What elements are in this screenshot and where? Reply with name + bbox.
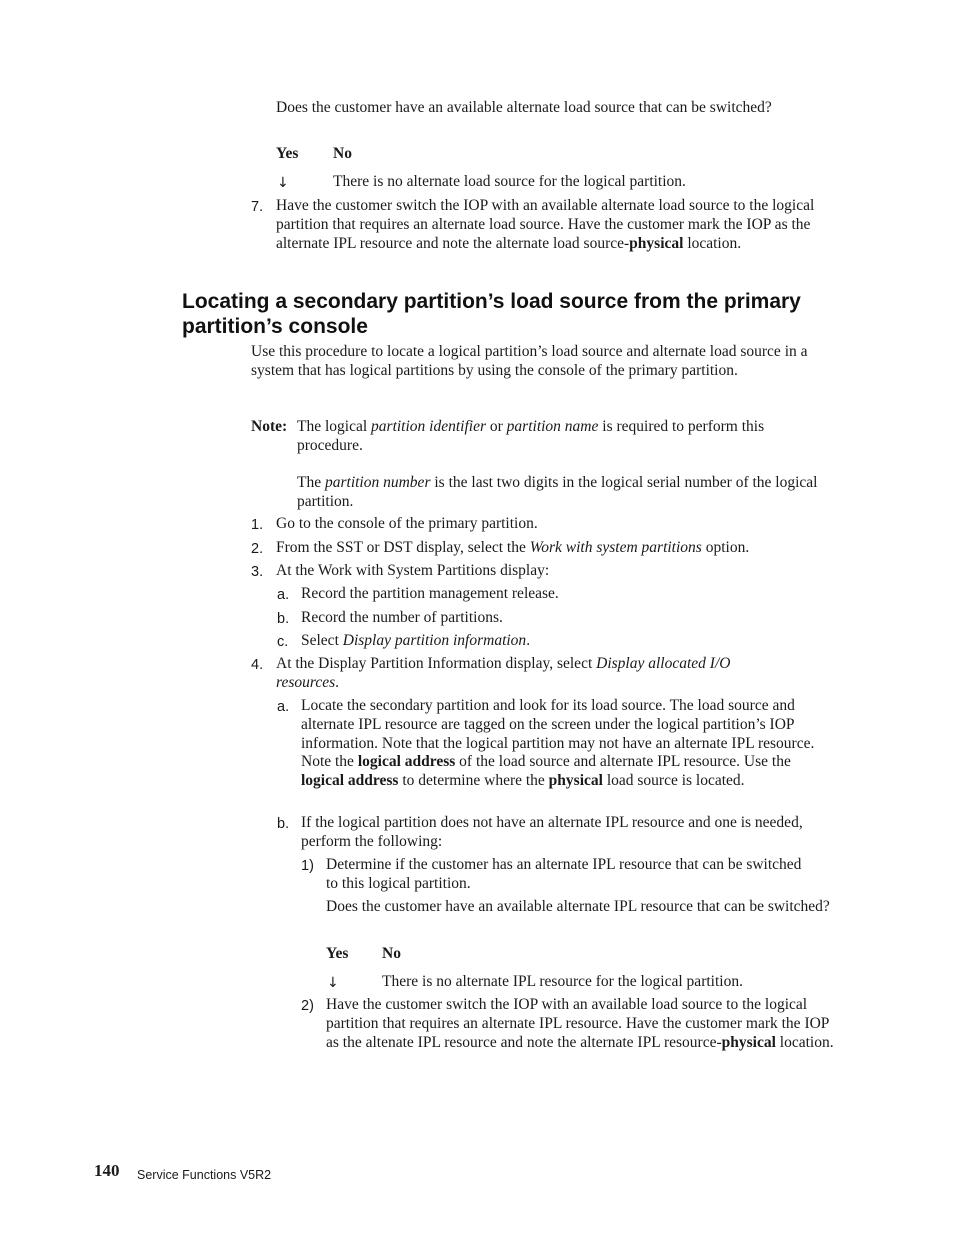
substep-yes-label: Yes — [326, 945, 349, 962]
note-text-2: The partition number is the last two digits in the logical serial number of the logical partition. — [297, 474, 818, 510]
no-label: No — [333, 145, 352, 162]
step-3c-text: Select Display partition information. — [301, 632, 531, 649]
substep-1-number: 1) — [301, 858, 314, 874]
step-3-text: At the Work with System Partitions display: — [276, 562, 550, 579]
step-1-text: Go to the console of the primary partition. — [276, 515, 538, 532]
step-7-number: 7. — [251, 199, 264, 215]
step-1-number: 1. — [251, 517, 264, 533]
section-heading: Locating a secondary partition’s load source from the primary partition’s console — [182, 290, 801, 338]
yes-label: Yes — [276, 145, 299, 162]
step-7-text: Have the customer switch the IOP with an available alternate load source to the logical partition that requires an alternate load source. Have the customer mark the IOP as the alternate IPL resource and note the alternate load source-physical location. — [276, 197, 815, 252]
note-label: Note: — [251, 418, 288, 435]
substep-1-text: Determine if the customer has an alternate IPL resource that can be switched to this logical partition. — [326, 856, 802, 892]
step-3c-letter: c. — [277, 634, 289, 650]
substep-2-text: Have the customer switch the IOP with an available load source to the logical partition that requires an alternate IPL resource. Have the customer mark the IOP as the altenate IPL resource and note the alternate IPL resource-physical location. — [326, 996, 834, 1051]
step-3b-letter: b. — [277, 611, 290, 627]
step-2-text: From the SST or DST display, select the Work with system partitions option. — [276, 539, 750, 556]
step-3a-letter: a. — [277, 587, 290, 603]
step-3b-text: Record the number of partitions. — [301, 609, 503, 626]
substep-no-label: No — [382, 945, 401, 962]
step-4a-text: Locate the secondary partition and look for its load source. The load source and alternate IPL resource are tagged on the screen under the logical partition’s IOP information. Note that the logical partition may not have an alternate IPL resource. Note the logical address of the load source and alternate IPL resource. Use the logical address to determine where the physical load source is located. — [301, 697, 815, 790]
step-2-number: 2. — [251, 541, 264, 557]
substep-no-answer: There is no alternate IPL resource for the logical partition. — [382, 973, 743, 990]
section-intro: Use this procedure to locate a logical partition’s load source and alternate load source in a system that has logical partitions by using the console of the primary partition. — [251, 343, 808, 379]
footer-title: Service Functions V5R2 — [137, 1168, 272, 1182]
step-4a-letter: a. — [277, 699, 290, 715]
no-answer: There is no alternate load source for the logical partition. — [333, 173, 686, 190]
step-4-text: At the Display Partition Information display, select Display allocated I/O resources. — [276, 655, 731, 691]
step-4b-letter: b. — [277, 816, 290, 832]
down-arrow-icon: ↓ — [277, 175, 289, 191]
step-4b-text: If the logical partition does not have an alternate IPL resource and one is needed, perform the following: — [301, 814, 803, 850]
step-3-number: 3. — [251, 564, 264, 580]
substep-down-arrow-icon: ↓ — [327, 975, 339, 991]
substep-2-number: 2) — [301, 998, 314, 1014]
top-question: Does the customer have an available alternate load source that can be switched? — [276, 99, 772, 116]
page-number: 140 — [94, 1161, 120, 1180]
step-3a-text: Record the partition management release. — [301, 585, 559, 602]
note-text: The logical partition identifier or partition name is required to perform this procedure. — [297, 418, 765, 454]
step-4-number: 4. — [251, 657, 264, 673]
substep-1-question: Does the customer have an available alternate IPL resource that can be switched? — [326, 898, 830, 915]
